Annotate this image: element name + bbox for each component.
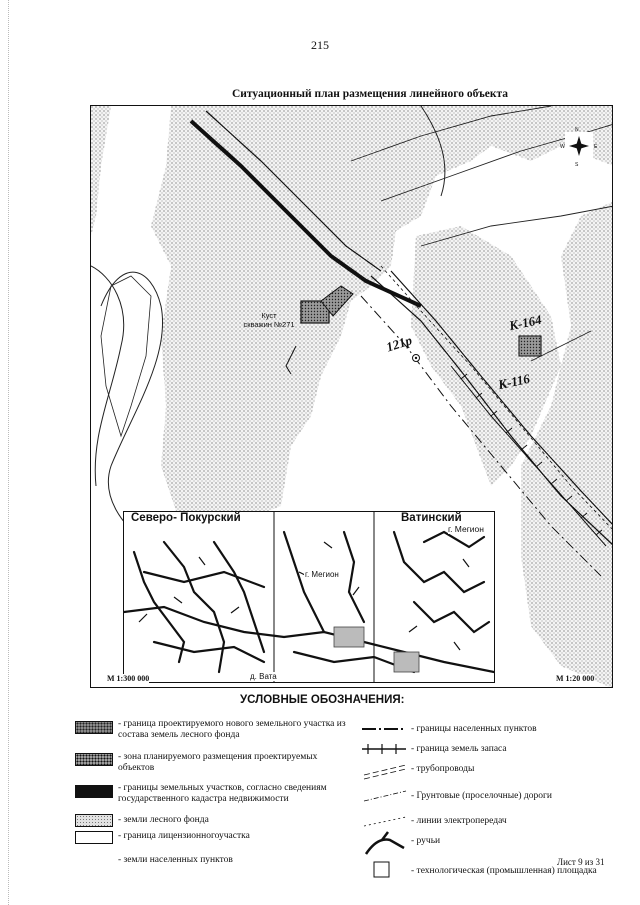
road-label-121p: 121р — [384, 332, 414, 355]
legend-item-industrial-site: - технологическая (промышленная) площадка — [411, 866, 597, 876]
north-arrow-w: W — [560, 144, 565, 150]
legend-item-cadastre-parcels: - границы земельных участков, согласно сведениям государственного кадастра недвижимости — [118, 783, 327, 804]
legend-swatch-license-area — [75, 831, 113, 844]
legend-swatch-placement-zone — [75, 753, 113, 766]
inset-city-megion: г. Мегион — [305, 570, 339, 579]
plan-title: Ситуационный план размещения линейного объекта — [231, 88, 509, 100]
road-marker-dot-icon — [415, 357, 417, 359]
inset-network-drawing — [124, 512, 494, 682]
inset-village-vata: д. Вата — [250, 672, 277, 681]
legend-item-settlement-land: - земли населенных пунктов — [118, 855, 233, 865]
road-label-k116: К-116 — [496, 370, 532, 393]
north-arrow-n: N — [575, 127, 579, 133]
well-cluster-label: Куст скважин №271 — [243, 311, 295, 329]
legend-item-placement-zone: - зона планируемого размещения проектируемых объектов — [118, 752, 318, 773]
legend-item-forest-land: - земли лесного фонда — [118, 815, 209, 825]
scale-main-map: М 1:20 000 — [556, 674, 595, 683]
legend-item-dirt-roads: - Грунтовые (проселочные) дороги — [411, 791, 552, 801]
scale-inset: М 1:300 000 — [107, 674, 150, 683]
road-label-k164: К-164 — [507, 311, 543, 334]
legend-item-streams: - ручьи — [411, 836, 441, 846]
legend-title: УСЛОВНЫЕ ОБОЗНАЧЕНИЯ: — [240, 694, 405, 706]
legend-swatch-forest-land — [75, 814, 113, 827]
legend-line-symbols — [360, 722, 408, 882]
inset-title-vatinsky: Ватинский — [401, 512, 462, 524]
legend-item-license-area: - граница лицензионногоучастка — [118, 831, 250, 841]
k164-junction-site — [519, 336, 541, 356]
legend-item-new-parcel: - граница проектируемого нового земельного участка из состава земель лесного фонда — [118, 719, 346, 740]
map-city-megion: г. Мегион — [448, 524, 484, 534]
legend-swatch-cadastre-parcels — [75, 785, 113, 798]
legend-item-pipelines: - трубопроводы — [411, 764, 475, 774]
legend-item-reserve-border: - граница земель запаса — [411, 744, 507, 754]
north-arrow-icon — [565, 132, 593, 160]
north-arrow-s: S — [575, 162, 579, 168]
overview-inset-map — [123, 511, 495, 683]
page-number: 215 — [311, 38, 329, 52]
page-margin-line — [8, 0, 9, 905]
north-arrow-e: E — [594, 144, 598, 150]
situational-map — [90, 105, 613, 688]
legend-item-power-lines: - линии электропередач — [411, 816, 507, 826]
inset-title-severo-pokursky: Северо- Покурский — [131, 512, 241, 524]
legend-item-settlement-border: - границы населенных пунктов — [411, 724, 537, 734]
sheet-label: Лист 9 из 31 — [557, 857, 605, 867]
legend-swatch-new-parcel — [75, 721, 113, 734]
